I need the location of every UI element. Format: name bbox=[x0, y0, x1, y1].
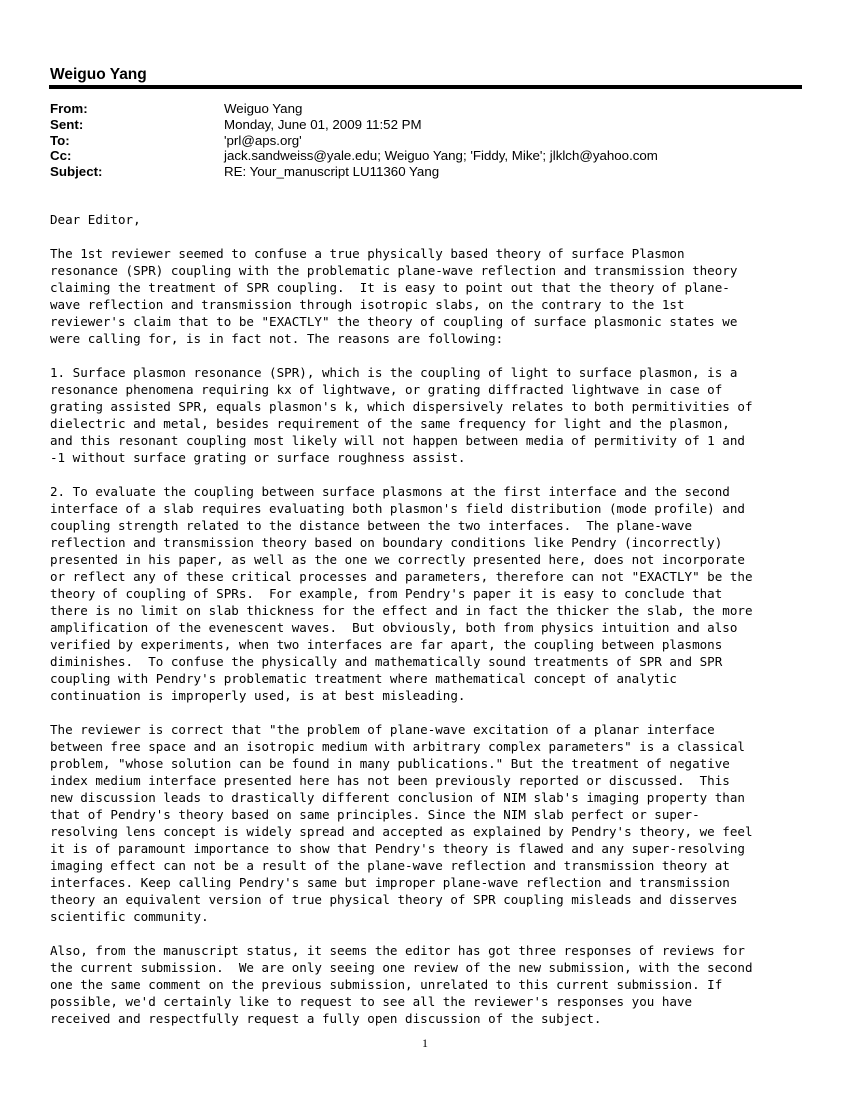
from-value: Weiguo Yang bbox=[224, 101, 303, 116]
cc-label: Cc: bbox=[50, 148, 72, 164]
email-header bbox=[50, 101, 658, 180]
header-divider bbox=[49, 85, 802, 89]
paragraph-request: Also, from the manuscript status, it seems the editor has got three responses of reviews for the current submission. We are only seeing one review of the new submission, with the second one the same comment on the previous submission, unrelated to this current submission. If possible, we'd certainly like to request to see all the reviewer's responses you have received and respectfully request a fully open discussion of the subject. bbox=[50, 943, 753, 1026]
sender-name: Weiguo Yang bbox=[50, 66, 147, 83]
paragraph-reviewer-correct: The reviewer is correct that "the problem of plane-wave excitation of a planar interface between free space and an isotropic medium with arbitrary complex parameters" is a classical problem, "whose solution can be found in many publications." But the treatment of negative index medium interface presented here has not been previously reported or discussed. This new discussion leads to drastically different conclusion of NIM slab's imaging property than that of Pendry's theory based on same principles. Since the NIM slab perfect or super- resolving lens concept is widely spread and accepted as explained by Pendry's theory, we feel it is of paramount importance to show that Pendry's theory is flawed and any super-resolving imaging effect can not be a result of the plane-wave reflection and transmission theory at interfaces. Keep calling Pendry's same but improper plane-wave reflection and transmission theory an equivalent version of true physical theory of SPR coupling misleads and disserves scientific community. bbox=[50, 722, 753, 924]
sent-value: Monday, June 01, 2009 11:52 PM bbox=[224, 116, 422, 132]
cc-value: jack.sandweiss@yale.edu; Weiguo Yang; 'Fiddy, Mike'; jlklch@yahoo.com bbox=[224, 148, 658, 164]
subject-label: Subject: bbox=[50, 164, 103, 180]
sent-label: Sent: bbox=[50, 116, 84, 132]
header-row-subject bbox=[50, 164, 658, 180]
header-row-to bbox=[50, 133, 658, 149]
header-row-cc bbox=[50, 148, 658, 164]
from-label: From: bbox=[50, 101, 88, 116]
email-body bbox=[50, 211, 820, 1027]
salutation: Dear Editor, bbox=[50, 212, 141, 227]
to-value: 'prl@aps.org' bbox=[224, 132, 302, 148]
page-number: 1 bbox=[422, 1036, 428, 1050]
subject-value: RE: Your_manuscript LU11360 Yang bbox=[224, 164, 440, 180]
to-label: To: bbox=[50, 132, 70, 148]
header-row-from bbox=[50, 101, 658, 117]
paragraph-point-1: 1. Surface plasmon resonance (SPR), which is the coupling of light to surface plasmon, is a resonance phenomena requiring kx of lightwave, or grating diffracted lightwave in case of grating assisted SPR, equals plasmon's k, which dispersively relates to both permitivities of dielectric and metal, besides requirement of the same frequency for light and the plasmon, and this resonant coupling most likely will not happen between media of permitivity of 1 and -1 without surface grating or surface roughness assist. bbox=[50, 365, 753, 465]
paragraph-point-2: 2. To evaluate the coupling between surface plasmons at the first interface and the second interface of a slab requires evaluating both plasmon's field distribution (mode profile) and coupling strength related to the distance between the two interfaces. The plane-wave reflection and transmission theory based on boundary conditions like Pendry (incorrectly) presented in his paper, as well as the one we correctly presented here, does not incorporate or reflect any of these critical processes and parameters, therefore can not "EXACTLY" be the theory of coupling of SPRs. For example, from Pendry's paper it is easy to conclude that there is no limit on slab thickness for the effect and in fact the thicker the slab, the more amplification of the evenescent waves. But obviously, both from physics intuition and also verified by experiments, when two interfaces are far apart, the coupling between plasmons diminishes. To confuse the physically and mathematically sound treatments of SPR and SPR coupling with Pendry's problematic treatment where mathematical concept of analytic continuation is improperly used, is at best misleading. bbox=[50, 484, 753, 703]
header-row-sent bbox=[50, 117, 658, 133]
paragraph-intro: The 1st reviewer seemed to confuse a true physically based theory of surface Plasmon resonance (SPR) coupling with the problematic plane-wave reflection and transmission theory claiming the treatment of SPR coupling. It is easy to point out that the theory of plane- wave reflection and transmission through isotropic slabs, on the contrary to the 1st reviewer's claim that to be "EXACTLY" the theory of coupling of surface plasmonic states we were calling for, is in fact not. The reasons are following: bbox=[50, 246, 738, 346]
